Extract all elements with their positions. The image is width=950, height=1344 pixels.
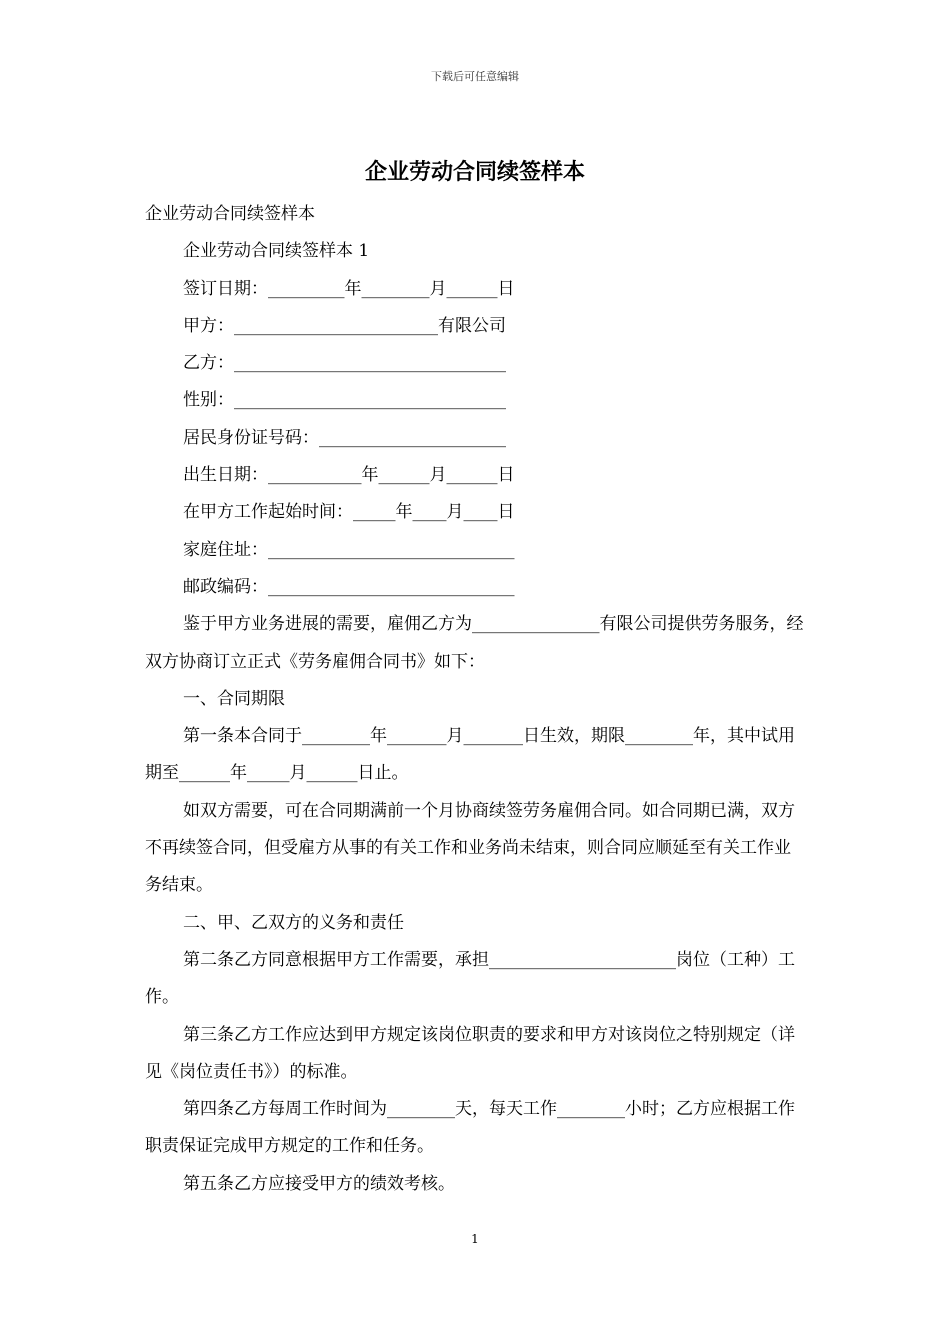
heading-contract-term: 一、合同期限	[183, 688, 285, 709]
paragraph-article-3: 第三条乙方工作应达到甲方规定该岗位职责的要求和甲方对该岗位之特别规定（详见《岗位责任书》）的标准。	[145, 1024, 795, 1082]
field-home-address: 家庭住址：_____________________________	[183, 539, 515, 560]
document-subtitle: 企业劳动合同续签样本	[145, 204, 315, 224]
paragraph-article-5: 第五条乙方应接受甲方的绩效考核。	[183, 1173, 455, 1194]
section-label: 企业劳动合同续签样本 1	[183, 241, 370, 262]
field-start-date: 在甲方工作起始时间：_____年____月____日	[183, 502, 515, 523]
field-party-a: 甲方：________________________有限公司	[183, 315, 506, 336]
field-id-number: 居民身份证号码：______________________	[183, 427, 506, 448]
field-party-b: 乙方：________________________________	[183, 353, 506, 374]
page-number: 1	[471, 1232, 479, 1246]
heading-obligations: 二、甲、乙双方的义务和责任	[183, 912, 404, 933]
document-body	[145, 196, 807, 1203]
field-postal-code: 邮政编码：_____________________________	[183, 576, 515, 597]
header-note: 下载后可任意编辑	[431, 70, 519, 83]
field-birth-date: 出生日期：___________年______月______日	[183, 465, 515, 486]
paragraph-article-1: 第一条本合同于________年_______月_______日生效，期限________年，其中试用期至______年_____月______日止。	[145, 726, 795, 784]
paragraph-article-2: 第二条乙方同意根据甲方工作需要，承担______________________岗位（工种）工作。	[145, 949, 795, 1008]
field-gender: 性别：________________________________	[183, 390, 506, 411]
paragraph-renewal: 如双方需要，可在合同期满前一个月协商续签劳务雇佣合同。如合同期已满，双方不再续签合同，但受雇方从事的有关工作和业务尚未结束，则合同应顺延至有关工作业务结束。	[145, 800, 795, 896]
paragraph-article-4: 第四条乙方每周工作时间为________天，每天工作________小时；乙方应根据工作职责保证完成甲方规定的工作和任务。	[145, 1099, 795, 1157]
paragraph-preamble: 鉴于甲方业务进展的需要，雇佣乙方为_______________有限公司提供劳务服务，经双方协商订立正式《劳务雇佣合同书》如下：	[145, 614, 804, 672]
document-title: 企业劳动合同续签样本	[364, 160, 585, 185]
field-signing-date: 签订日期：_________年________月______日	[183, 278, 515, 299]
